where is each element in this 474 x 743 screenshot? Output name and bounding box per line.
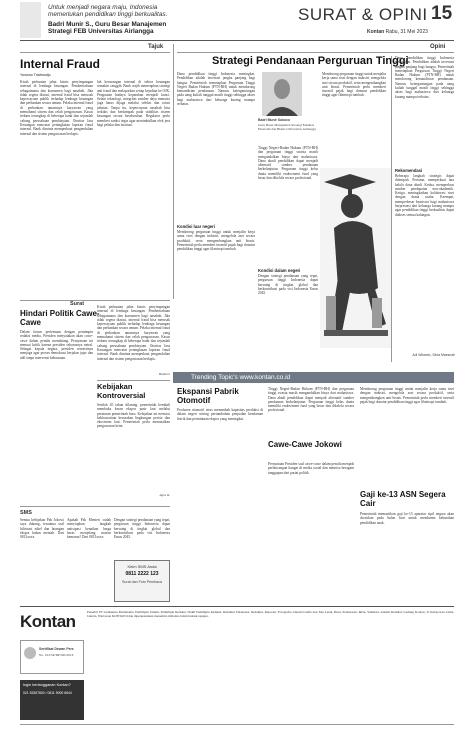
tajuk-kicker-rule: [20, 52, 170, 53]
trending-item-3-body: Pemerintah memastikan gaji ke-13 aparatur sipil negara akan dicairkan pada bulan Juni untuk membantu kebutuhan pendidikan anak.: [360, 512, 454, 525]
header-rule: [20, 40, 454, 41]
surat-title: Hindari Politik Cawe-Cawe: [20, 309, 100, 327]
opini-col-1b: Mendorong perguruan tinggi untuk menjalin kerja sama riset dengan industri, mengelola aset secara produktif, serta mengembangkan unit bisnis. Pemerintah perlu memberi insentif pajak bagi donatur pendidikan tinggi agar filantropi tumbuh.: [177, 230, 255, 252]
opini-col-4: Beberapa langkah strategis dapat ditempuh. Pertama, memperkuat tata kelola dana abadi. Kedua, memperluas sumber pendapatan non-akademik. Ketiga, meningkatkan kolaborasi riset dengan dunia usaha. Keempat, memperbesar beasiswa bagi mahasiswa berprestasi dari keluarga kurang mampu agar pendidikan tinggi berkualitas dapat diakses semua kalangan.: [395, 174, 454, 217]
trending-item-2-top: Tinggi Negeri-Badan Hukum (PTN-BH) dan perguruan tinggi swasta masih mengandalkan biaya dari mahasiswa. Dana abadi pendidikan dapat menjadi alternatif sumber pendanaan berkelanjutan. Perguruan tinggi kelas dunia memiliki endowment fund yang besar dan dikelola secara profesional.: [268, 387, 354, 413]
opini-col-4-top: Dana pendidikan tinggi Indonesia meningkat. Pendidikan adalah investasi jangka panjang bagi bangsa. Pemerintah menetapkan Perguruan Tinggi Negeri Badan Hukum (PTN-BH) untuk mendorong kemandirian pendanaan. Namun, ketergantungan pada uang kuliah tunggal masih tinggi sehingga akses bagi mahasiswa dari keluarga kurang mampu terbatas.: [395, 56, 454, 99]
sms-box-label: Kirim SMS Anda: [127, 564, 157, 569]
header-left-block: [20, 2, 41, 38]
tajuk-title: Internal Fraud: [20, 57, 101, 71]
kontan-logo-text: Kontan: [20, 612, 76, 631]
subscribe-text: Ingin berlangganan Kontan?: [23, 683, 71, 687]
subhead-luar-negeri: Kondisi luar negeri: [177, 224, 215, 229]
opini-illustration: [320, 168, 392, 348]
section-title: SURAT & OPINI: [298, 5, 428, 24]
trending-item-3-title: Gaji ke-13 ASN Segera Cair: [360, 490, 446, 508]
page-number: 15: [431, 3, 453, 24]
masthead-body: Penerbit PT Grahanusa Mediatama. Pemimpin Umum, Pemimpin Redaksi, Wakil Pemimpin Redaksi, Redaktur Pelaksana, Redaktur, Reporter, Fotografer, Desain Grafis dan Tata Letak, Riset, Pemasaran, Iklan, Sirkulasi. Alamat Redaksi: Gedung Kontan, Jl. Kebayoran Lama, Jakarta. Wartawan KONTAN tidak diperkenankan menerima imbalan dalam bentuk apapun.: [87, 610, 454, 618]
surat-signature: Baskoro: [158, 372, 170, 376]
tajuk-author: Yuwono Triatmodjo: [20, 73, 51, 77]
date-text: Rabu, 31 Mei 2023: [385, 29, 428, 35]
opini-col-3: Mendorong perguruan tinggi untuk menjalin kerja sama riset dengan industri, mengelola aset secara produktif, serta mengembangkan unit bisnis. Pemerintah perlu memberi insentif pajak bagi donatur pendidikan tinggi agar filantropi tumbuh.: [322, 72, 386, 98]
page-bottom-rule: [20, 724, 454, 725]
sms-col-1: Semua kebijakan Pak Jokowi saya dukung, terutama soal hilirisasi nikel dan larangan ekspor bahan mentah. Dari 0812xxxx: [20, 518, 64, 540]
opini-col-1: Dana pendidikan tinggi Indonesia meningkat. Pendidikan adalah investasi jangka panjang bagi bangsa. Pemerintah menetapkan Perguruan Tinggi Negeri Badan Hukum (PTN-BH) untuk mendorong kemandirian pendanaan. Namun, ketergantungan pada uang kuliah tunggal masih tinggi sehingga akses bagi mahasiswa dari keluarga kurang mampu terbatas.: [177, 72, 255, 107]
sms-col-3: Dengan strategi pendanaan yang tepat, perguruan tinggi Indonesia dapat bersaing di tingkat global dan berkontribusi pada visi Indonesia Emas 2045.: [114, 518, 170, 540]
date-line: [367, 29, 428, 35]
surat-kicker: Surat: [70, 301, 85, 307]
opini-kicker-rule: [177, 52, 454, 53]
kontan-logo: [20, 612, 80, 632]
sms-col-2: Apakah Pak Menteri sudah menyiapkan langkah antisipasi kenaikan harga beras menjelang musim kemarau? Dari 0813xxxx: [67, 518, 111, 540]
sms-top-rule: [20, 506, 170, 507]
sms-box-caption: Surat dan Foto Pembaca: [122, 580, 162, 584]
header-quote-line-1: Untuk menjadi negara maju, Indonesia: [48, 4, 158, 11]
header-author-line-1: Badri Munir S., Guru Besar Manajemen: [48, 21, 167, 28]
tajuk-body-right: lah kecurangan internal di sektor keuangan semakin canggih. Bank wajib menerapkan strategi anti fraud dan melaporkan setiap kejadian ke OJK. Penguatan budaya kepatuhan menjadi kunci. Selain teknologi, integritas sumber daya manusia juga harus dijaga melalui seleksi dan rotasi jabatan. Tanpa itu, kepercayaan nasabah bisa terkikis dan berdampak pada stabilitas sistem keuangan secara keseluruhan. Regulator perlu memberi sanksi tegas agar menimbulkan efek jera bagi pelaku dan institusi.: [97, 80, 170, 127]
masthead-top-rule: [20, 606, 454, 607]
photo-caption-role: Guru Besar Manajemen Strategi Fakultas Ekonomi dan Bisnis Universitas Airlangga: [258, 123, 317, 132]
opini-byline: Adi Wikanto, Sinta Maesnah: [412, 353, 455, 357]
opini-col-2b: Dengan strategi pendanaan yang tepat, perguruan tinggi Indonesia dapat bersaing di tingkat global dan berkontribusi pada visi Indonesia Emas 2045.: [258, 274, 318, 296]
tajuk-kicker: Tajuk: [148, 44, 164, 50]
date-brand: Kontan: [367, 29, 385, 35]
trending-item-1-title: Ekspansi Pabrik Otomotif: [177, 387, 239, 405]
surat-body: Dalam forum pertemuan dengan pemimpin redaksi media, Presiden menyatakan akan cawe-cawe dalam pemilu mendatang. Pernyataan ini menuai kritik karena presiden seharusnya netral. Sebagai kepala negara, presiden semestinya menjaga agar proses demokrasi berjalan jujur dan adil tanpa intervensi kekuasaan.: [20, 330, 93, 360]
header-author-line-2: Strategi FEB Universitas Airlangga: [48, 28, 154, 35]
photo-caption-name: Badri Munir Sukoco: [258, 118, 291, 122]
kebijakan-body: Setelah 20 tahun dilarang, pemerintah kembali membuka keran ekspor pasir laut melalui peraturan pemerintah baru. Kebijakan ini memicu kekhawatiran kerusakan lingkungan pesisir dan ekosistem laut. Pemerintah perlu memastikan pengawasan ketat.: [97, 403, 170, 429]
certificate-seal: [24, 647, 36, 659]
author-photo: [262, 72, 302, 116]
subscribe-box: [20, 680, 84, 720]
subscribe-phones: 021 53357800 / 0811 9000 6644: [23, 690, 72, 695]
trending-band: [173, 372, 454, 383]
trending-item-2-body: Pernyataan Presiden soal cawe-cawe dalam pemilu menjadi perbincangan hangat di media sosial dan memicu beragam tanggapan dari partai politik.: [268, 462, 354, 475]
surat-body-right: Kisah perbuatan jahat bisnis penyimpangan internal di lembaga keuangan. Pemberitahuan sebagaimana dan konsumen bagi nasabah. Jika tidak segera diatasi, internal fraud bisa merusak kepercayaan publik terhadap lembaga keuangan dan perbankan secara umum. Pelaku internal fraud di perbankan umumnya karyawan yang memahami sistem dan celah pengawasan. Kasus terbaru terungkap di beberapa bank dan sejumlah cabang perusahaan pembiayaan. Otoritas Jasa Keuangan mencatat peningkatan laporan fraud internal. Bank diminta memperkuat pengendalian internal dan sistem pengawasan berlapis.: [97, 305, 170, 361]
opini-col4-divider: [391, 56, 392, 362]
kebijakan-signature: Agus R.: [159, 493, 170, 497]
trending-band-text: Trending Topic's www.kontan.co.id: [191, 374, 291, 381]
sms-title: SMS: [20, 510, 32, 516]
certificate-line-1: Sertifikat Dewan Pers: [39, 647, 74, 651]
kebijakan-title: Kebijakan Kontroversial: [97, 382, 146, 400]
opini-col-2: Tinggi Negeri-Badan Hukum (PTN-BH) dan perguruan tinggi swasta masih mengandalkan biaya dari mahasiswa. Dana abadi pendidikan dapat menjadi alternatif sumber pendanaan berkelanjutan. Perguruan tinggi kelas dunia memiliki endowment fund yang besar dan dikelola secara profesional.: [258, 146, 318, 181]
subhead-dalam-negeri: Kondisi dalam negeri: [258, 268, 301, 273]
rekomendasi-heading: Rekomendasi: [395, 168, 423, 173]
trending-item-1-body: Produsen otomotif terus menambah kapasitas produksi di dalam negeri seiring pertumbuhan penjualan kendaraan listrik dan permintaan ekspor yang meningkat.: [177, 408, 263, 421]
dewan-pers-certificate: [20, 640, 84, 674]
trending-item-3-top: Mendorong perguruan tinggi untuk menjalin kerja sama riset dengan industri, mengelola aset secara produktif, serta mengembangkan unit bisnis. Pemerintah perlu memberi insentif pajak bagi donatur pendidikan tinggi agar filantropi tumbuh.: [360, 387, 454, 404]
trending-item-2-title: Cawe-Cawe Jokowi: [268, 440, 342, 449]
header-quote-line-2: memerlukan pendidikan tinggi berkualitas.: [48, 11, 168, 18]
page-header: [0, 0, 474, 40]
certificate-line-2: No. 102/SP/DP/XII/2016: [39, 653, 74, 657]
surat-top-rule: [20, 300, 170, 301]
opini-title: Strategi Pendanaan Perguruan Tinggi: [212, 55, 409, 67]
opini-kicker: Opini: [430, 44, 446, 50]
sms-box: [114, 560, 170, 602]
tajuk-body-left: Kisah perbuatan jahat bisnis penyimpangan internal di lembaga keuangan. Pemberitahuan sebagaimana dan konsumen bagi nasabah. Jika tidak segera diatasi, internal fraud bisa merusak kepercayaan publik terhadap lembaga keuangan dan perbankan secara umum. Pelaku internal fraud di perbankan umumnya karyawan yang memahami sistem dan celah pengawasan. Kasus terbaru terungkap di beberapa bank dan sejumlah cabang perusahaan pembiayaan. Otoritas Jasa Keuangan mencatat peningkatan laporan fraud internal. Bank diminta memperkuat pengendalian internal dan sistem pengawasan berlapis.: [20, 80, 93, 136]
kebijakan-rule: [97, 380, 170, 381]
sms-box-number: 0811 2222 123: [125, 571, 159, 577]
tajuk-opini-divider: [173, 44, 174, 299]
